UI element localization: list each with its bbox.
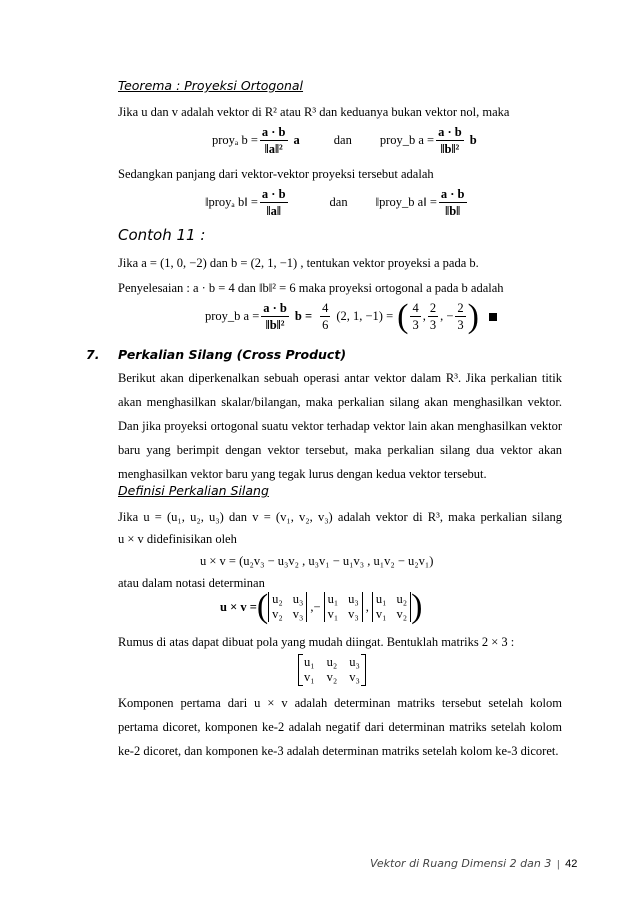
- example-solution: Penyelesaian : a · b = 4 dan ‖b‖² = 6 maka proyeksi ortogonal a pada b adalah: [118, 281, 504, 295]
- result-c2-num: 2: [429, 301, 437, 315]
- det-1-b: u₃: [292, 592, 304, 606]
- det-1-a: u₂: [272, 592, 283, 606]
- proj-num-a: a · b: [261, 125, 286, 139]
- det-3: [372, 592, 411, 622]
- definition-line2: u × v didefinisikan oleh: [118, 532, 237, 546]
- matrix-r1-c2: u₂: [326, 655, 338, 669]
- proj-den-b: ‖b‖²: [440, 142, 460, 156]
- example-scalar-den: 6: [322, 318, 329, 332]
- result-c3-num: 2: [457, 301, 464, 315]
- len-lhs-2: ‖proy_b a‖ =: [375, 195, 437, 209]
- det-open-paren: (: [256, 588, 269, 625]
- determinant-formula: u × v = ( u₂ u₃ v₂ v₃ ,− u₁ u₃ v₁ v₃ , u₁ u₂ v₁ v₂ ): [220, 588, 423, 625]
- footer-text: Vektor di Ruang Dimensi 2 dan 3: [370, 857, 552, 870]
- section-title-c: ): [340, 347, 347, 362]
- closing-paragraph: Komponen pertama dari u × v adalah determinan matriks tersebut setelah kolom pertama dicoret, komponen ke-2 adalah negatif dari determinan matriks setelah kolom ke-2 dicoret, dan komponen ke-3 adalah determinan matriks setelah kolom ke-3 dicoret.: [118, 696, 562, 758]
- proj-fraction-a: [260, 125, 288, 156]
- example-scalar: [320, 301, 330, 332]
- section-number: 7.: [86, 347, 100, 362]
- det-1: [268, 592, 307, 622]
- result-c3: [455, 301, 465, 332]
- result-c2-den: 3: [429, 318, 437, 332]
- example-scalar-num: 4: [322, 301, 329, 315]
- det-3-d: v₂: [396, 607, 408, 621]
- page-number: 42: [565, 858, 578, 870]
- pattern-intro: Rumus di atas dapat dibuat pola yang mudah diingat. Bentuklah matriks 2 × 3 :: [118, 635, 515, 649]
- section-title-b: Cross Product: [242, 347, 341, 362]
- proj-vec-a: a: [293, 133, 300, 147]
- determinant-intro: atau dalam notasi determinan: [118, 576, 265, 590]
- det-close-paren: ): [411, 588, 423, 625]
- result-c3-den: 3: [457, 318, 464, 332]
- result-c2: [428, 301, 438, 332]
- det-2-a: u₁: [327, 592, 339, 606]
- matrix-r2-c1: v₁: [304, 670, 315, 684]
- proj-and: dan: [333, 133, 352, 147]
- det-2: [324, 592, 363, 622]
- proj-lhs-1: proyₐ b =: [212, 133, 258, 147]
- matrix-r2-c2: v₂: [326, 670, 338, 684]
- example-fraction: [261, 301, 289, 332]
- len-and: dan: [329, 195, 348, 209]
- result-open-paren: (: [397, 297, 409, 335]
- theorem-heading: Teorema : Proyeksi Ortogonal: [118, 78, 304, 93]
- example-formula: proy_b a = $\frac{a \cdot b}{\text{‖b‖²}}$ b = $\frac{4}{6}$ (2, 1, −1) = ( $\frac{4}{3}$ , $\frac{2}{3}$ , − $\frac{2}{3}$ ): [205, 301, 497, 332]
- example-vector: (2, 1, −1) =: [336, 309, 394, 323]
- length-intro: Sedangkan panjang dari vektor-vektor proyeksi tersebut adalah: [118, 167, 434, 181]
- matrix-r1-c1: u₁: [304, 655, 315, 669]
- pattern-matrix-bracket: [298, 654, 366, 686]
- det-2-d: v₃: [348, 607, 359, 621]
- theorem-intro: Jika u dan v adalah vektor di R² atau R³ dan keduanya bukan vektor nol, maka: [118, 105, 510, 119]
- proj-num-b: a · b: [438, 125, 462, 139]
- result-close-paren: ): [467, 297, 479, 335]
- example-num: a · b: [263, 301, 287, 315]
- projection-formula: [212, 125, 477, 156]
- len-lhs-1: ‖proyₐ b‖ =: [205, 195, 258, 209]
- len-num-a: a · b: [261, 187, 286, 201]
- det-1-c: v₂: [272, 607, 283, 621]
- det-lhs: u × v =: [220, 599, 257, 614]
- len-num-b: a · b: [440, 187, 465, 201]
- pattern-matrix: [298, 654, 366, 686]
- footer-separator: |: [557, 858, 560, 870]
- proj-vec-b: b: [469, 133, 477, 147]
- example-lhs: proy_b a =: [205, 309, 260, 323]
- section-title: [118, 347, 346, 362]
- proj-lhs-2: proy_b a =: [379, 133, 435, 147]
- det-3-c: v₁: [375, 607, 387, 621]
- proj-den-a: ‖a‖²: [264, 142, 283, 156]
- section-paragraph: Berikut akan diperkenalkan sebuah operasi antar vektor dalam R³. Jika perkalian titik akan menghasilkan skalar/bilangan, maka perkalian silang akan menghasilkan vektor. Dan jika proyeksi ortogonal suatu vektor terhadap vektor lain akan menghasilkan vektor baru yang berimpit dengan vektor tersebut, maka perkalian silang dua vektor akan menghasilkan vektor baru yang tegak lurus dengan kedua vektor tersebut.: [118, 371, 562, 481]
- cross-product-formula: u × v = (u₂v₃ − u₃v₂ , u₃v₁ − u₁v₃ , u₁v₂ − u₂v₁): [200, 554, 434, 568]
- det-2-c: v₁: [327, 607, 339, 621]
- qed-square-icon: [489, 313, 497, 321]
- det-3-b: u₂: [396, 592, 408, 606]
- result-c1: [410, 301, 420, 332]
- det-1-d: v₃: [292, 607, 304, 621]
- proj-fraction-b: [436, 125, 464, 156]
- result-c1-num: 4: [412, 301, 419, 315]
- len-den-a: ‖a‖: [266, 204, 281, 218]
- example-heading: Contoh 11 :: [118, 226, 206, 244]
- matrix-r1-c3: u₃: [349, 655, 360, 669]
- definition-heading: Definisi Perkalian Silang: [118, 483, 269, 498]
- example-den: ‖b‖²: [265, 318, 285, 332]
- example-vec: b =: [294, 309, 313, 323]
- len-fraction-a: [260, 187, 288, 218]
- page-footer: [370, 857, 577, 870]
- length-formula: [205, 187, 469, 218]
- matrix-r2-c3: v₃: [349, 670, 360, 684]
- det-3-a: u₁: [375, 592, 387, 606]
- section-title-a: Perkalian Silang (: [118, 347, 243, 362]
- example-problem: Jika a = (1, 0, −2) dan b = (2, 1, −1) , tentukan vektor proyeksi a pada b.: [118, 256, 479, 270]
- result-c1-den: 3: [412, 318, 419, 332]
- det-2-b: u₃: [348, 592, 359, 606]
- len-den-b: ‖b‖: [445, 204, 461, 218]
- len-fraction-b: [439, 187, 467, 218]
- definition-line1: Jika u = (u₁, u₂, u₃) dan v = (v₁, v₂, v₃) adalah vektor di R³, maka perkalian silang: [118, 510, 562, 524]
